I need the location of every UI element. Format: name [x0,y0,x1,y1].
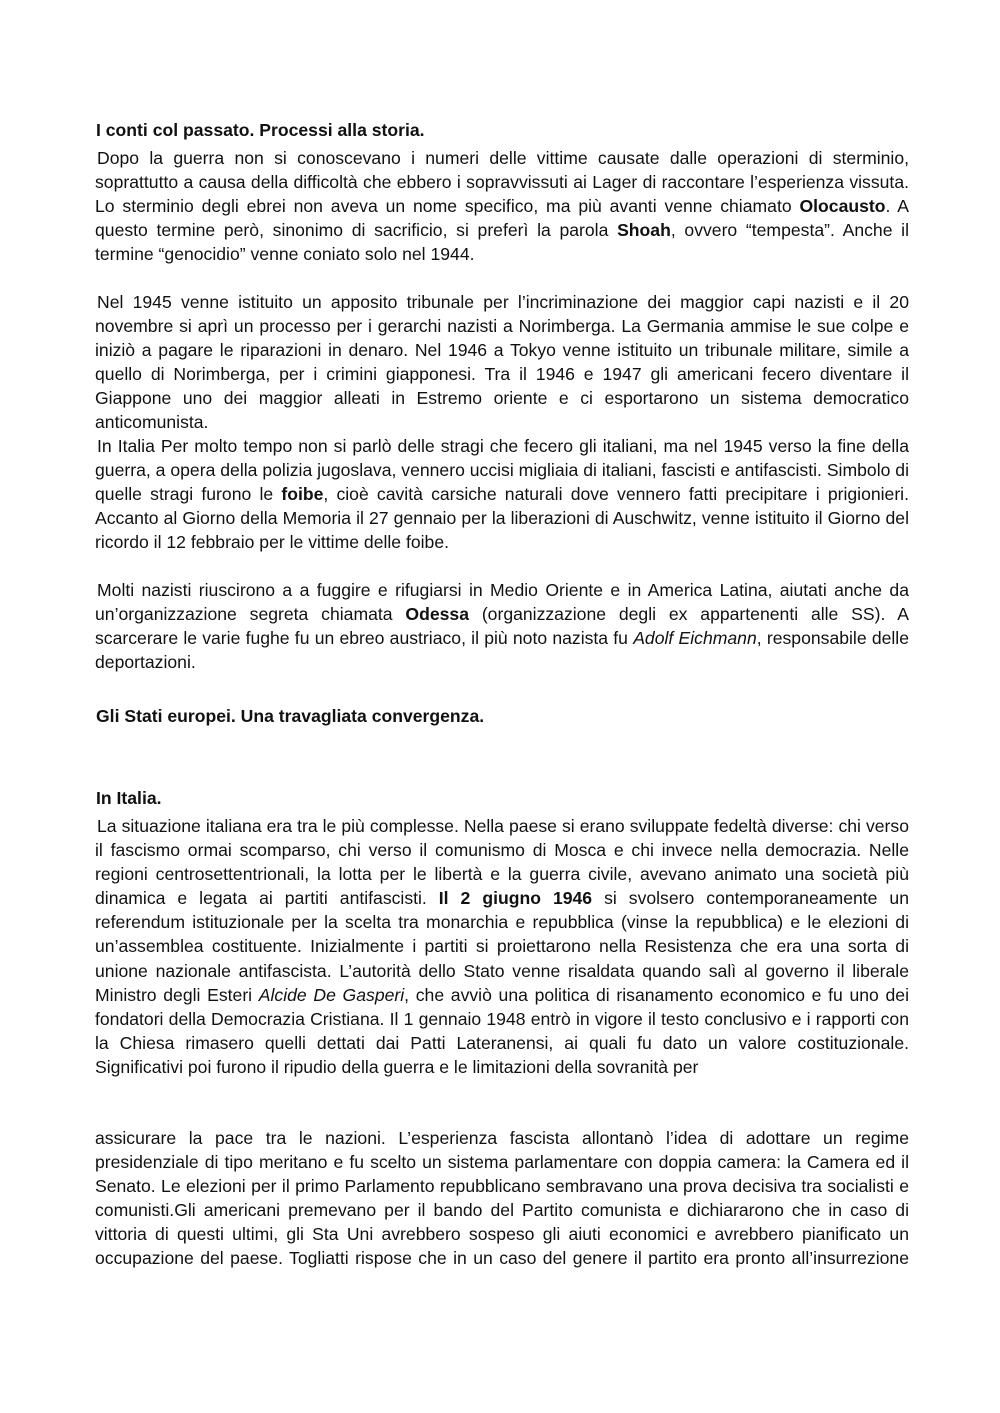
italic-name-de-gasperi: Alcide De Gasperi [258,984,405,1005]
text-run: , che avviò una politica di risanamento economico e fu uno dei fondatori della Democrazia Cristiana. Il 1 gennaio 1948 entrò in vigore il testo conclusivo e i rapporti con la Chiesa rimasero quelli dettati dai Patti Lateranensi, ai quali fu dato un valore costituzionale. Significativi poi furono il ripudio della guerra e le limitazioni della sovranità per [95,984,909,1077]
paragraph-norimberga: Nel 1945 venne istituito un apposito tribunale per l’incriminazione dei maggior capi nazisti e il 20 novembre si aprì un processo per i gerarchi nazisti a Norimberga. La Germania ammise le sue colpe e iniziò a pagare le riparazioni in denaro. Nel 1946 a Tokyo venne istituito un tribunale militare, simile a quello di Norimberga, per i crimini giapponesi. Tra il 1946 e 1947 gli americani fecero diventare il Giappone uno dei maggior alleati in Estremo oriente e ci esportarono un sistema democratico anticomunista. [95,292,909,433]
section-heading-in-italia: In Italia. [96,788,162,808]
text-run: La situazione italiana era tra le più complesse. Nella paese si erano sviluppate fedeltà diverse: chi verso il fascismo ormai scomparso, chi verso il comunismo di Mosca e chi invece nella democrazia. Nelle regioni centrosettentrionali, la lotta per le libertà e la guerra civile, avevano animato una società più dinamica e legata ai partiti antifascisti. [95,816,909,909]
section-heading-conti-col-passato: I conti col passato. Processi alla storia. [96,120,425,140]
text-run: , responsabile delle deportazioni. [95,628,909,673]
bold-term-odessa: Odessa [405,604,469,625]
text-run: In Italia Per molto tempo non si parlò delle stragi che fecero gli italiani, ma nel 1945 verso la fine della guerra, a opera della polizia jugoslava, vennero uccisi migliaia di italiani, fascisti e antifascisti. Simbolo di quelle stragi furono le [95,436,909,505]
text-run: Dopo la guerra non si conoscevano i numeri delle vittime causate dalle operazioni di sterminio, soprattutto a causa della difficoltà che ebbero i sopravvissuti ai Lager di raccontare l’esperienza vissuta. Lo sterminio degli ebrei non aveva un nome specifico, ma più avanti venne chiamato [95,148,909,217]
paragraph-sterminio [95,146,909,266]
paragraph-pace-nazioni: assicurare la pace tra le nazioni. L’esperienza fascista allontanò l’idea di adottare un regime presidenziale di tipo meritano e fu scelto un sistema parlamentare con doppia camera: la Camera ed il Senato. Le elezioni per il primo Parlamento repubblicano sembravano una prova decisiva tra socialisti e comunisti.Gli americani premevano per il bando del Partito comunista e dichiararono che in caso di vittoria di questi ultimi, gli Sta Uni avrebbero sospeso gli aiuti economici e avrebbero pianificato un occupazione del paese. Togliatti rispose che in un caso del genere il partito era pronto all’insurrezione [95,1128,909,1269]
text-run: Molti nazisti riuscirono a a fuggire e rifugiarsi in Medio Oriente e in America Latina, aiutati anche da un’organizzazione segreta chiamata [95,580,909,625]
paragraph-foibe [95,434,909,554]
paragraph-situazione-italiana [95,814,909,1079]
text-run: si svolsero contemporaneamente un referendum istituzionale per la scelta tra monarchia e repubblica (vinse la repubblica) e le elezioni di un’assemblea costituente. Inizialmente i partiti si proiettarono nella Resistenza che era una sorta di unione nazionale antifascista. L’autorità dello Stato venne risaldata quando salì al governo il liberale Ministro degli Esteri [95,888,909,1005]
paragraph-odessa [95,578,909,674]
text-run: , ovvero “tempesta”. Anche il termine “genocidio” venne coniato solo nel 1944. [95,220,909,265]
text-run: (organizzazione degli ex appartenenti alle SS). A scarcerare le varie fughe fu un ebreo austriaco, il più noto nazista fu [95,604,909,649]
bold-term-foibe: foibe [281,484,324,505]
bold-term-shoah: Shoah [617,220,671,241]
italic-name-eichmann: Adolf Eichmann [633,628,757,649]
text-run: , cioè cavità carsiche naturali dove vennero fatti precipitare i prigionieri. Accanto al Giorno della Memoria il 27 gennaio per la liberazioni di Auschwitz, venne istituito il Giorno del ricordo il 12 febbraio per le vittime delle foibe. [95,484,909,553]
bold-date-2-giugno-1946: Il 2 giugno 1946 [438,888,593,909]
section-heading-stati-europei: Gli Stati europei. Una travagliata convergenza. [96,706,485,726]
text-run: . A questo termine però, sinonimo di sacrificio, si preferì la parola [95,196,909,241]
bold-term-olocausto: Olocausto [799,196,886,217]
